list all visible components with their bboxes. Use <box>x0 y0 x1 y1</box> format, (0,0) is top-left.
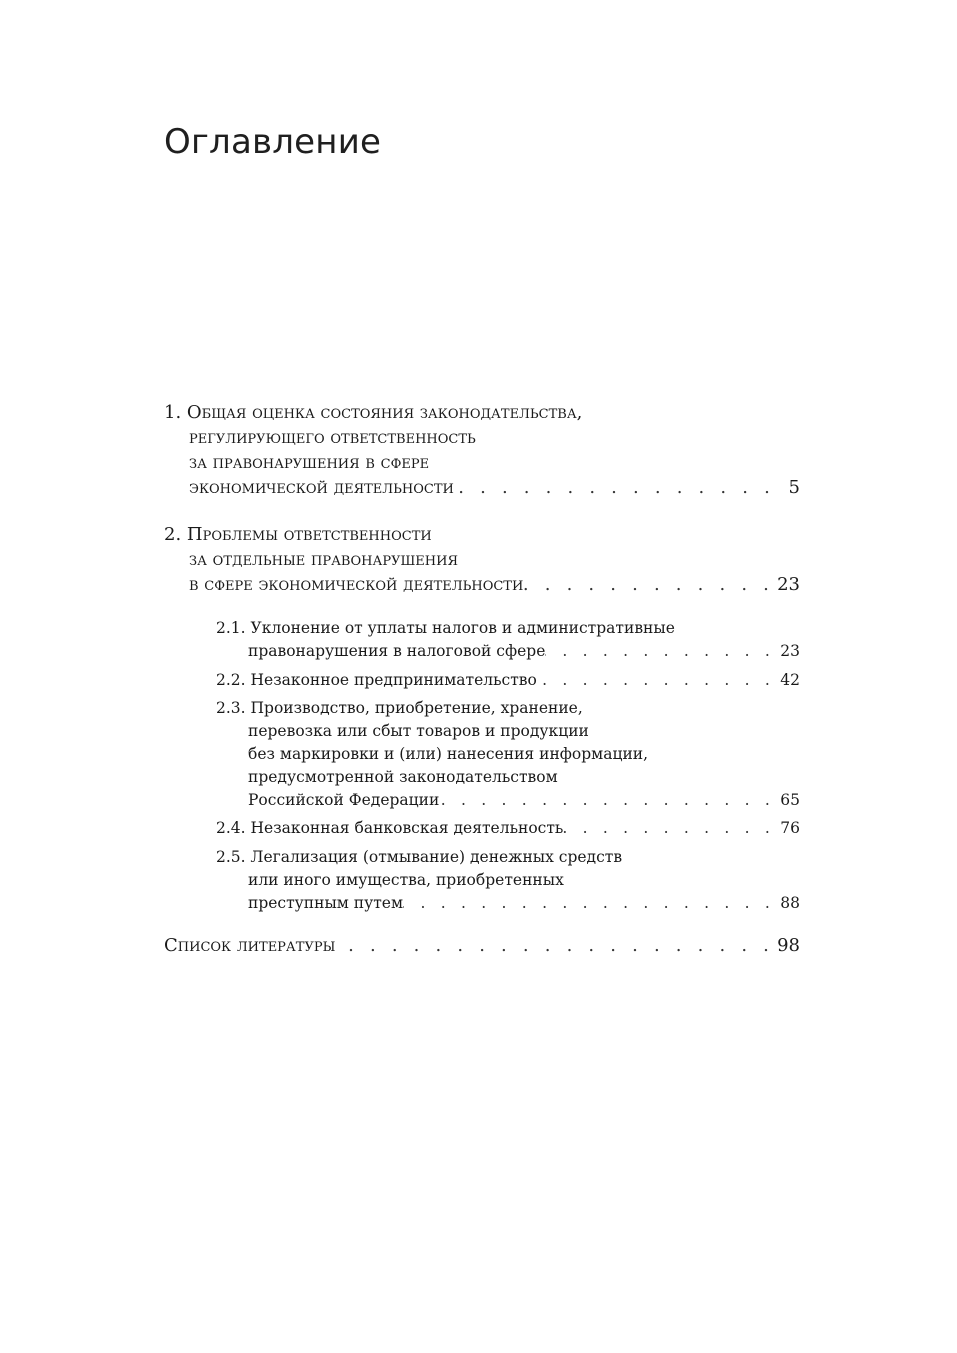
toc-line: 2.1. Уклонение от уплаты налогов и административные <box>216 619 675 637</box>
dot-leader <box>454 475 778 500</box>
toc-last-line <box>216 817 800 840</box>
toc-entry-section-2-4[interactable] <box>216 817 800 840</box>
dot-leader <box>335 933 777 958</box>
page-number: 88 <box>780 893 800 912</box>
dot-leader <box>523 572 777 597</box>
toc-line: Список литературы <box>164 934 336 956</box>
toc-line: без маркировки и (или) нанесения информации, <box>248 744 649 763</box>
toc-line: 1. Общая оценка состояния законодательства, <box>164 402 583 423</box>
toc-line: экономической деятельности <box>189 477 454 498</box>
toc-line: за правонарушения в сфере <box>189 452 430 473</box>
toc-line: 2.3. Производство, приобретение, хранение, <box>216 699 583 718</box>
page-number: 65 <box>780 790 800 809</box>
toc-line: преступным путем <box>248 893 404 912</box>
toc-entry-chapter-1[interactable] <box>164 400 800 500</box>
page-number: 98 <box>777 934 800 956</box>
page-number: 42 <box>780 670 800 689</box>
page-number: 76 <box>780 819 800 838</box>
toc-entry-section-2-5[interactable] <box>216 846 800 914</box>
dot-leader <box>537 669 778 692</box>
toc-entry-section-2-3[interactable] <box>216 697 800 811</box>
page-number: 23 <box>780 641 800 660</box>
toc-entry-section-2-1[interactable] <box>216 617 800 663</box>
toc-line: 2.5. Легализация (отмывание) денежных средств <box>216 848 623 867</box>
table-of-contents <box>164 400 800 958</box>
toc-line: 2. Проблемы ответственности <box>164 524 432 545</box>
page-number: 23 <box>777 574 800 595</box>
toc-last-line <box>216 892 800 915</box>
toc-last-line <box>216 640 800 663</box>
toc-line: или иного имущества, приобретенных <box>248 870 564 889</box>
toc-line: предусмотренной законодательством <box>248 767 558 786</box>
toc-line: в сфере экономической деятельности <box>189 574 524 595</box>
page-number: 5 <box>788 477 800 498</box>
toc-entry-references[interactable] <box>164 933 800 958</box>
dot-leader <box>545 640 778 663</box>
toc-line: регулирующего ответственность <box>189 427 476 448</box>
dot-leader <box>563 817 778 840</box>
toc-line: перевозка или сбыт товаров и продукции <box>248 722 589 741</box>
toc-last-line <box>164 475 800 500</box>
toc-last-line <box>164 933 800 958</box>
toc-line: Российской Федерации <box>248 790 440 809</box>
toc-line: правонарушения в налоговой сфере <box>248 641 546 660</box>
toc-last-line <box>164 572 800 597</box>
toc-line: 2.2. Незаконное предпринимательство <box>216 670 537 689</box>
toc-last-line <box>216 669 800 692</box>
page-title: Оглавление <box>164 122 382 162</box>
dot-leader <box>439 789 778 812</box>
toc-entry-section-2-2[interactable] <box>216 669 800 692</box>
toc-line: за отдельные правонарушения <box>189 549 458 570</box>
toc-last-line <box>216 789 800 812</box>
dot-leader <box>403 892 778 915</box>
toc-entry-chapter-2[interactable] <box>164 522 800 597</box>
toc-line: 2.4. Незаконная банковская деятельность <box>216 819 564 838</box>
